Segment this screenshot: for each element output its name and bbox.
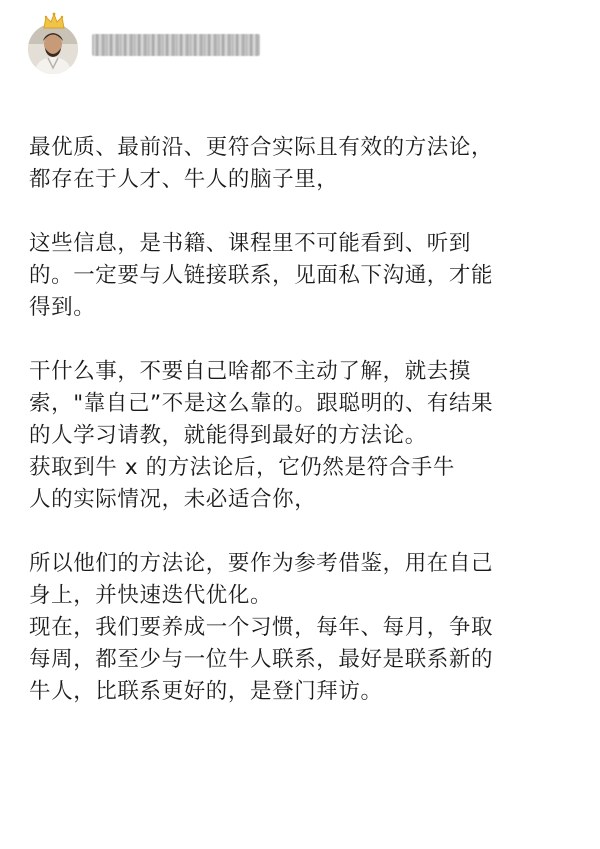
post-body — [29, 132, 574, 708]
paragraph-gap — [29, 516, 574, 548]
paragraph-1-line-2: 都存在于人才、牛人的脑子里， — [29, 167, 339, 192]
avatar[interactable] — [28, 24, 78, 74]
paragraph-gap — [29, 196, 574, 228]
username-redacted[interactable] — [92, 34, 260, 56]
paragraph-3-line-4: 获取到牛 x 的方法论后，它仍然是符合手牛 — [29, 455, 455, 480]
avatar-wrap[interactable] — [28, 24, 78, 74]
paragraph-gap — [29, 324, 574, 356]
paragraph-2-line-3: 得到。 — [29, 295, 96, 320]
paragraph-4-line-2: 身上，并快速迭代优化。 — [29, 583, 273, 608]
paragraph-3-line-2: 索，"靠自己”不是这么靠的。跟聪明的、有结果 — [29, 391, 494, 416]
paragraph-4-line-1: 所以他们的方法论，要作为参考借鉴，用在自己 — [29, 551, 494, 576]
post-header — [28, 12, 572, 80]
paragraph-3-line-5: 人的实际情况，未必适合你， — [29, 487, 317, 512]
crown-icon — [42, 12, 66, 30]
paragraph-4-line-5: 牛人，比联系更好的，是登门拜访。 — [29, 679, 383, 704]
paragraph-2-line-2: 的。一定要与人链接联系，见面私下沟通，才能 — [29, 263, 494, 288]
paragraph-3-line-3: 的人学习请教，就能得到最好的方法论。 — [29, 423, 427, 448]
avatar-portrait-icon — [28, 24, 78, 74]
paragraph-4-line-4: 每周，都至少与一位牛人联系，最好是联系新的 — [29, 647, 494, 672]
paragraph-4-line-3: 现在，我们要养成一个习惯，每年、每月，争取 — [29, 615, 494, 640]
paragraph-2-line-1: 这些信息，是书籍、课程里不可能看到、听到 — [29, 231, 472, 256]
paragraph-1-line-1: 最优质、最前沿、更符合实际且有效的方法论， — [29, 135, 494, 160]
paragraph-3-line-1: 干什么事，不要自己啥都不主动了解，就去摸 — [29, 359, 472, 384]
